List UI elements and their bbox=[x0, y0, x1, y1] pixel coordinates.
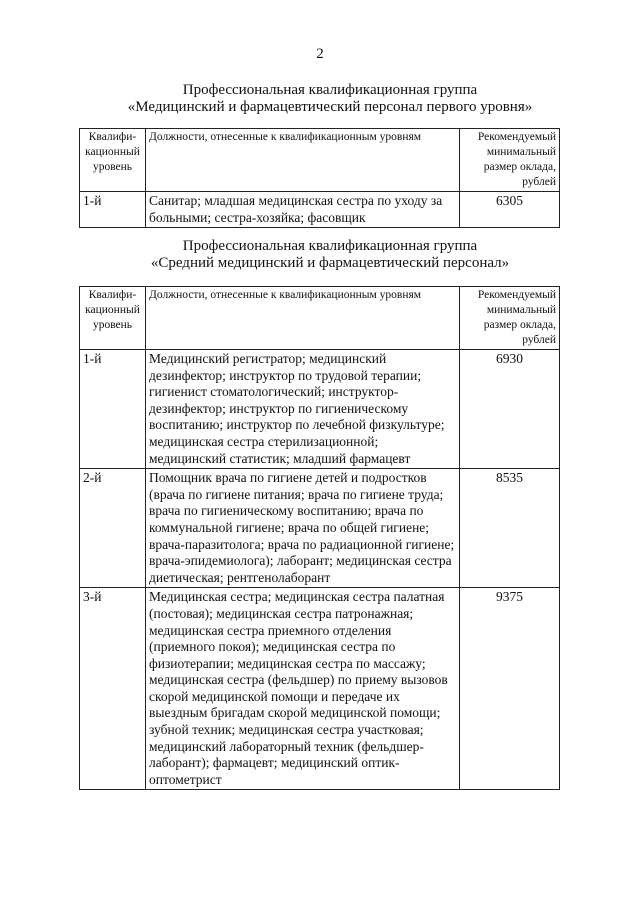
row-positions: Медицинская сестра; медицинская сестра палатная (постовая); медицинская сестра патронажная; медицинская сестра приемного отделения (приемного покоя); медицинская сестра по физиотерапии; медицинская сестра по массажу; медицинская сестра (фельдшер) по приему вызовов скорой медицинской помощи и передаче их выездным бригадам скорой медицинской помощи; зубной техник; медицинская сестра участковая; медицинский лабораторный техник (фельдшер-лаборант); фармацевт; медицинский оптик-оптометрист bbox=[146, 588, 460, 790]
group-1-table bbox=[79, 128, 560, 228]
table-header-row bbox=[80, 287, 560, 350]
row-level: 1-й bbox=[80, 192, 146, 228]
row-level: 2-й bbox=[80, 469, 146, 588]
row-positions: Помощник врача по гигиене детей и подростков (врача по гигиене питания; врача по гигиене труда; врача по гигиеническому воспитанию; врача по коммунальной гигиене; врача по общей гигиене; врача-паразитолога; врача по радиационной гигиене; врача-эпидемиолога); лаборант; медицинская сестра диетическая; рентгенолаборант bbox=[146, 469, 460, 588]
row-level: 3-й bbox=[80, 588, 146, 790]
table-row bbox=[80, 350, 560, 469]
row-salary: 8535 bbox=[460, 469, 560, 588]
header-level: Квалифи-кационный уровень bbox=[80, 129, 146, 192]
header-positions: Должности, отнесенные к квалификационным уровням bbox=[146, 287, 460, 350]
table-header-row bbox=[80, 129, 560, 192]
group-1-title bbox=[60, 82, 600, 116]
group-2-title-line1: Профессиональная квалификационная группа bbox=[182, 238, 478, 254]
header-salary: Рекомендуемый минимальный размер оклада, рублей bbox=[460, 129, 560, 192]
row-positions: Санитар; младшая медицинская сестра по уходу за больными; сестра-хозяйка; фасовщик bbox=[146, 192, 460, 228]
header-salary: Рекомендуемый минимальный размер оклада, рублей bbox=[460, 287, 560, 350]
row-salary: 9375 bbox=[460, 588, 560, 790]
header-level: Квалифи-кационный уровень bbox=[80, 287, 146, 350]
table-row bbox=[80, 469, 560, 588]
group-1-title-line2: «Медицинский и фармацевтический персонал первого уровня» bbox=[127, 99, 533, 115]
table-row bbox=[80, 588, 560, 790]
row-level: 1-й bbox=[80, 350, 146, 469]
group-2-table bbox=[79, 286, 560, 790]
row-salary: 6930 bbox=[460, 350, 560, 469]
table-row bbox=[80, 192, 560, 228]
header-positions: Должности, отнесенные к квалификационным уровням bbox=[146, 129, 460, 192]
group-1-title-line1: Профессиональная квалификационная группа bbox=[182, 82, 478, 98]
row-positions: Медицинский регистратор; медицинский дезинфектор; инструктор по трудовой терапии; гигиенист стоматологический; инструктор-дезинфектор; инструктор по гигиеническому воспитанию; инструктор по лечебной физкультуре; медицинская сестра стерилизационной; медицинский статистик; младший фармацевт bbox=[146, 350, 460, 469]
group-2-title-line2: «Средний медицинский и фармацевтический персонал» bbox=[150, 255, 510, 271]
group-2-title bbox=[60, 238, 600, 272]
page-number: 2 bbox=[316, 46, 324, 62]
row-salary: 6305 bbox=[460, 192, 560, 228]
